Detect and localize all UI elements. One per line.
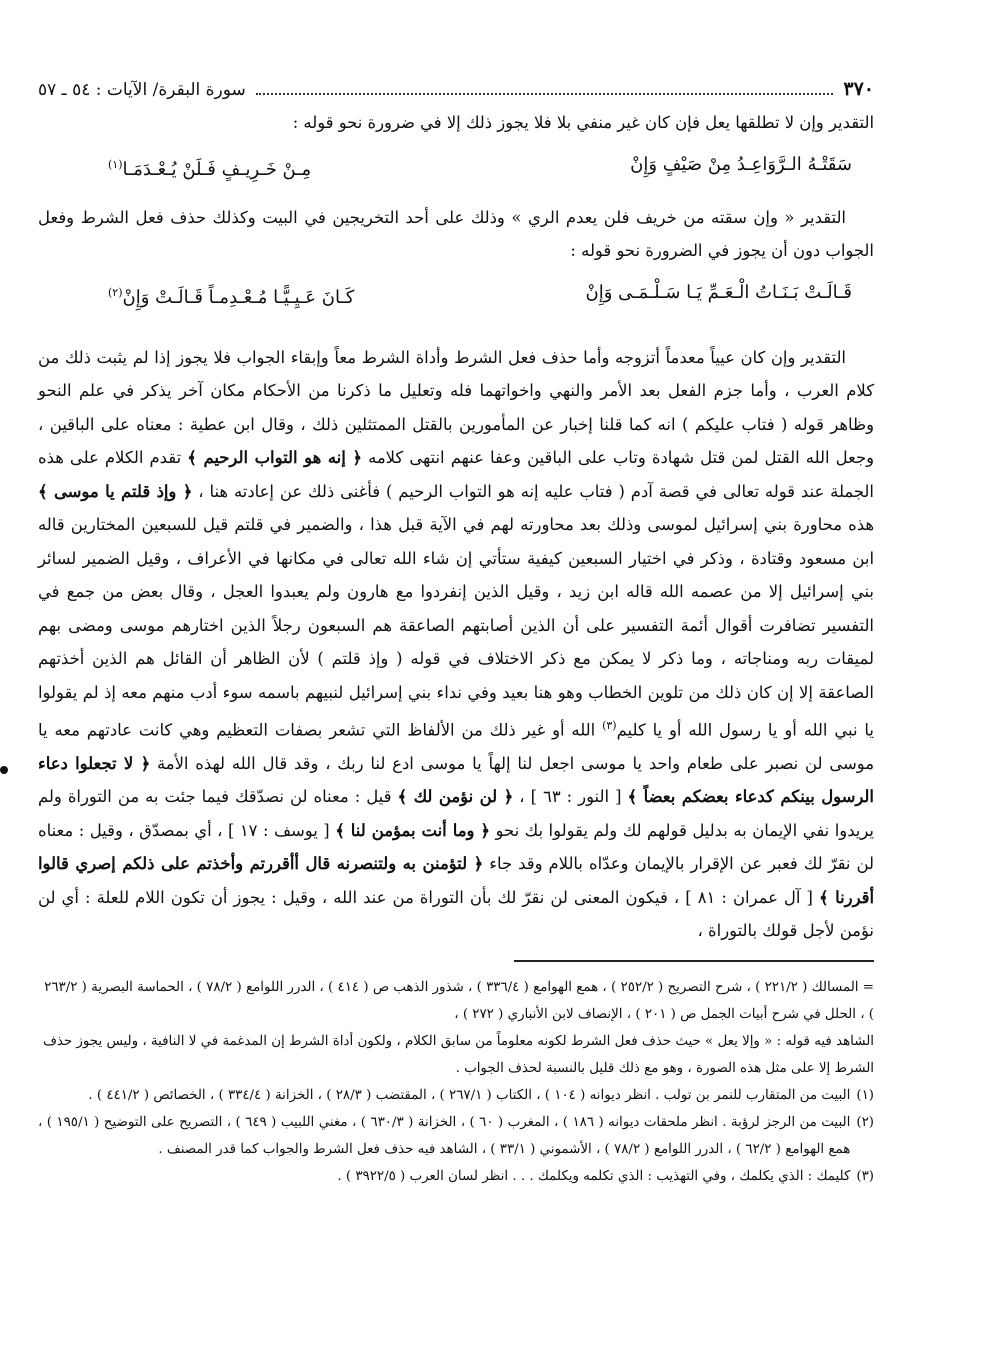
footnote-1-text: البيت من المتقارب للنمر بن تولب . انظر ديوانه ( ١٠٤ ) ، الكتاب ( ٢٦٧/١ ) ، المقتضب ( ٢٨/٣ ) ، الخزانة ( ٣٣٤/٤ ) ، الخصائص ( ٤٤١/٢ ) . bbox=[88, 1087, 851, 1103]
text-segment: هذه محاورة بني إسرائيل لموسى وذلك بعد محاورته لهم في الآية قبل هذا ، والضمير في قلتم قيل للسبعين المختارين قاله ابن مسعود وقتادة ، وذكر في اختيار السبعين كيفية ستأتي إن شاء الله تعالى في مكانها في الأعراف ، وقيل الضمير لسائر بني إسرائيل إلا من عصمه الله قاله ابن زيد ، وقيل الذين إنفردوا مع هارون ولم يعبدوا العجل ، وقال بعض من جمع في التفسير تضافرت أقوال أئمة التفسير على أن الذين أصابتهم الصاعقة هم السبعون رجلاً الذين اختارهم موسى ومضى بهم لميقات ربه ومناجاته ، وما ذكر لا يمكن مع ذكر الاختلاف في قوله ( وإذ قلتم ) لأن الظاهر أن القائل هم الذين أخذتهم الصاعقة إلا إن كان ذلك من تلوين الخطاب وهو هنا بعيد وفي نداء بني إسرائيل لنبيهم باسمه سوء أدب منهم معه إذ لم يقولوا يا نبي الله أو يا رسول الله أو يا كليم bbox=[38, 515, 874, 740]
running-title: سورة البقرة/ الآيات : ٥٤ ـ ٥٧ bbox=[38, 80, 246, 100]
footnote-2-number: (٢) bbox=[856, 1114, 874, 1130]
quran-quote: ﴿ لا تجعلوا دعاء الرسول بينكم كدعاء بعضكم بعضاً ﴾ bbox=[38, 753, 874, 807]
footnote-1 bbox=[38, 1082, 874, 1109]
verse-2-first-hemistich: قَـالَـتْ بَـنَـاتُ الْـعَـمِّ يَـا سَـلْـمَـى وَإِنْ bbox=[585, 281, 852, 303]
footnote-3-text: كليمك : الذي يكلمك ، وفي التهذيب : الذي تكلمه ويكلمك . . . انظر لسان العرب ( ٣٩٢٢/٥ ) . bbox=[337, 1168, 851, 1184]
footnote-2 bbox=[38, 1109, 874, 1163]
verse-1-second-hemistich bbox=[108, 148, 311, 187]
verse-2-second-hemistich bbox=[108, 276, 354, 315]
footnote-1-number: (١) bbox=[856, 1087, 874, 1103]
text-segment: قيل : معناه لن نصدّقك فيما جئت به من التوراة ولم يريدوا نفي الإيمان به بدليل قولهم لك ولم يقولوا بك نحو bbox=[38, 787, 874, 840]
footnote-ref-1: (١) bbox=[108, 157, 123, 171]
verse-2-second-text: كَـانَ عَـيِـيًّـا مُـعْـدِمـاً قَـالَـتْ وَإِنْ bbox=[122, 286, 355, 308]
footnote-continuation-note: الشاهد فيه قوله : « وإلا يعل » حيث حذف فعل الشرط لكونه معلوماً من سابق الكلام ، ولكون أداة الشرط إن المدغمة في لا النافية ، وليس يجوز حذف الشرط إلا على مثل هذه الصورة ، وهو مع ذلك قليل بالنسبة لحذف الجواب . bbox=[42, 1033, 874, 1076]
text-segment: تقدم الكلام على هذه الجملة عند قوله تعالى في قصة آدم ( فتاب عليه إنه هو التواب الرحيم ) فأغنى ذلك عن إعادته هنا ، bbox=[38, 448, 874, 501]
text-segment: [ النور : ٦٣ ] ، bbox=[519, 787, 622, 807]
quran-quote: ﴿ لتؤمنن به ولتنصرنه قال أأقررتم وأخذتم على ذلكم إصري قالوا أقررنا ﴾ bbox=[38, 854, 875, 907]
paragraph-1: التقدير وإن لا تطلقها يعل فإن كان غير منفي بلا فلا يجوز ذلك إلا في ضرورة نحو قوله : bbox=[292, 113, 874, 132]
scan-speck bbox=[0, 766, 8, 774]
quran-quote: ﴿ لن نؤمن لك ﴾ bbox=[397, 787, 514, 807]
text-segment: الله أو غير ذلك من الألفاظ التي تشعر بصفات التعظيم وهي كانت عادتهم معه يا موسى لن نصبر على طعام واحد يا موسى اجعل لنا إلهاً يا موسى ادع لنا ربك ، وقد قال الله لهذه الأمة bbox=[38, 720, 874, 773]
page-number: ٣٧٠ bbox=[843, 78, 874, 100]
footnote-2-text: البيت من الرجز لرؤبة . انظر ملحقات ديوانه ( ١٨٦ ) ، المغرب ( ٦٠ ) ، الخزانة ( ٦٣٠/٣ ) ، مغني اللبيب ( ٦٤٩ ) ، التصريح على التوضيح ( ١٩٥/١ ) ، همع الهوامع ( ٦٢/٢ ) ، الدرر اللوامع ( ٧٨/٢ ) ، الأشموني ( ٣٣/١ ) ، الشاهد فيه حذف فعل الشرط والجواب كما قدر المصنف . bbox=[38, 1114, 851, 1157]
footnote-3 bbox=[38, 1163, 874, 1190]
quran-quote: ﴿ إنه هو التواب الرحيم ﴾ bbox=[187, 448, 362, 467]
footnote-ref-3: (٣) bbox=[602, 719, 617, 732]
footnote-continuation: = المسالك ( ٢٢١/٢ ) ، شرح التصريح ( ٢٥٢/٢ ) ، همع الهوامع ( ٣٣٦/٤ ) ، شذور الذهب ص ( ٤١٤ ) ، الدرر اللوامع ( ٧٨/٢ ) ، الحماسة البصرية ( ٢٦٣/٢ ) ، الحلل في شرح أبيات الجمل ص ( ٢٠١ ) ، الإنصاف لابن الأنباري ( ٢٧٢ ) ، bbox=[44, 979, 874, 1022]
paragraph-2: التقدير « وإن سقته من خريف فلن يعدم الري » وذلك على أحد التخريجين في البيت وكذلك حذف فعل الشرط وفعل الجواب دون أن يجوز في الضرورة نحو قوله : bbox=[38, 207, 874, 260]
text-segment: [ يوسف : ١٧ ] ، أي بمصدّق ، وقيل : معناه لن نقرّ لك فعبر عن الإقرار بالإيمان وعدّاه باللام وقد جاء bbox=[38, 820, 874, 874]
paragraph-3 bbox=[38, 341, 874, 948]
quran-quote: ﴿ وما أنت بمؤمن لنا ﴾ bbox=[335, 820, 491, 840]
verse-1 bbox=[38, 140, 874, 201]
footnote-separator bbox=[514, 960, 874, 962]
footnote-ref-2: (٢) bbox=[108, 285, 123, 299]
verse-1-second-text: مِـنْ خَـرِيـفٍ فَـلَنْ يُـعْـدَمَـا bbox=[122, 158, 312, 180]
text-segment: التقدير وإن كان عيياً معدماً أتزوجه وأما حذف فعل الشرط وأداة الشرط معاً وإبقاء الجواب فلا يجوز إذا لم يثبت ذلك من كلام العرب ، وأما جزم الفعل بعد الأمر والنهي واخواتهما فله وتعليل ما ذكرنا من الأحكام مكان آخر يذكر في علم النحو وظاهر قوله ( فتاب عليكم ) انه كما قلنا إخبار عن المأمورين بالقتل الممتثلين ذلك ، وقال ابن عطية : معناه على الباقين ، وجعل الله القتل لمن قتل شهادة وتاب على الباقين وعفا عنهم انتهى كلامه bbox=[38, 347, 875, 467]
quran-quote: ﴿ وإذ قلتم يا موسى ﴾ bbox=[38, 481, 193, 501]
verse-1-first-hemistich: سَقَتْـهُ الـرَّوَاعِـدُ مِنْ صَيْفٍ وَإِنْ bbox=[630, 153, 852, 175]
running-header bbox=[38, 78, 874, 100]
text-segment: [ آل عمران : ٨١ ] ، فيكون المعنى لن نقرّ لك بأن التوراة من عند الله ، وقيل : يجوز أن تكون اللام للعلة : أي لن نؤمن لأجل قولك بالتوراة ، bbox=[38, 887, 874, 941]
page bbox=[38, 78, 874, 1190]
verse-2 bbox=[38, 268, 874, 329]
header-leader-dots bbox=[256, 93, 834, 95]
footnote-3-number: (٣) bbox=[856, 1168, 874, 1184]
